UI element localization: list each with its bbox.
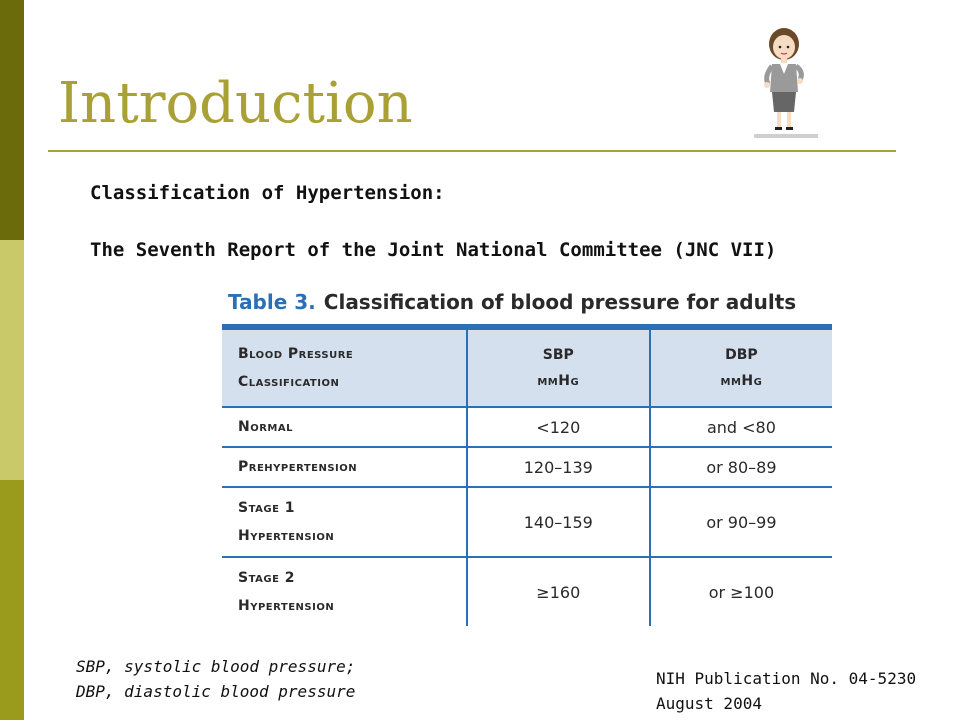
header-classification-line1: Blood Pressure xyxy=(238,346,354,362)
bp-classification-table xyxy=(222,330,832,626)
table-caption-text: Classification of blood pressure for adults xyxy=(323,290,797,314)
header-sbp xyxy=(467,330,650,407)
row-classification-line2: Hypertension xyxy=(238,598,335,614)
publication-reference: NIH Publication No. 04-5230 August 2004 xyxy=(656,669,917,713)
row-dbp: and <80 xyxy=(650,407,832,447)
header-dbp xyxy=(650,330,832,407)
row-sbp: ≥160 xyxy=(467,557,650,626)
sidebar-band-middle xyxy=(0,240,24,480)
abbreviation-footnote xyxy=(76,654,355,704)
header-dbp-line2: mmHg xyxy=(720,373,763,389)
row-dbp: or 80–89 xyxy=(650,447,832,487)
row-classification-line1: Prehypertension xyxy=(238,459,358,475)
sidebar-decoration xyxy=(0,0,24,720)
table-number: Table 3. xyxy=(228,290,316,314)
header-sbp-line2: mmHg xyxy=(537,373,580,389)
row-sbp: 120–139 xyxy=(467,447,650,487)
row-classification-line1: Normal xyxy=(238,419,293,435)
sidebar-band-top xyxy=(0,0,24,240)
header-classification-line2: Classification xyxy=(238,374,340,390)
sidebar-band-bottom xyxy=(0,480,24,720)
bp-classification-table-image xyxy=(222,288,834,636)
row-classification-line1: Stage 1 xyxy=(238,500,296,516)
row-classification xyxy=(222,487,467,557)
header-sbp-line1: SBP xyxy=(542,347,574,363)
row-classification xyxy=(222,557,467,626)
slide-title: Introduction xyxy=(58,71,413,136)
classification-heading: Classification of Hypertension: xyxy=(90,182,445,204)
report-title: The Seventh Report of the Joint National Committee (JNC VII) xyxy=(90,239,777,261)
row-classification-line1: Stage 2 xyxy=(238,570,296,586)
presenter-cartoon-image xyxy=(736,22,836,144)
footnote-line2: DBP, diastolic blood pressure xyxy=(76,682,356,701)
row-dbp: or ≥100 xyxy=(708,582,775,602)
header-dbp-line1: DBP xyxy=(725,347,758,363)
footnote-line1: SBP, systolic blood pressure; xyxy=(76,657,356,676)
row-classification xyxy=(222,407,467,447)
table-row xyxy=(222,557,832,626)
table-row xyxy=(222,407,832,447)
row-classification-line2: Hypertension xyxy=(238,528,335,544)
table-row xyxy=(222,487,832,557)
table-row xyxy=(222,447,832,487)
row-dbp: or 90–99 xyxy=(650,487,832,557)
title-divider xyxy=(48,150,896,152)
table-caption xyxy=(228,290,796,314)
row-sbp: 140–159 xyxy=(467,487,650,557)
table-header-row xyxy=(222,330,832,407)
header-classification xyxy=(222,330,467,407)
row-sbp: <120 xyxy=(467,407,650,447)
row-classification xyxy=(222,447,467,487)
